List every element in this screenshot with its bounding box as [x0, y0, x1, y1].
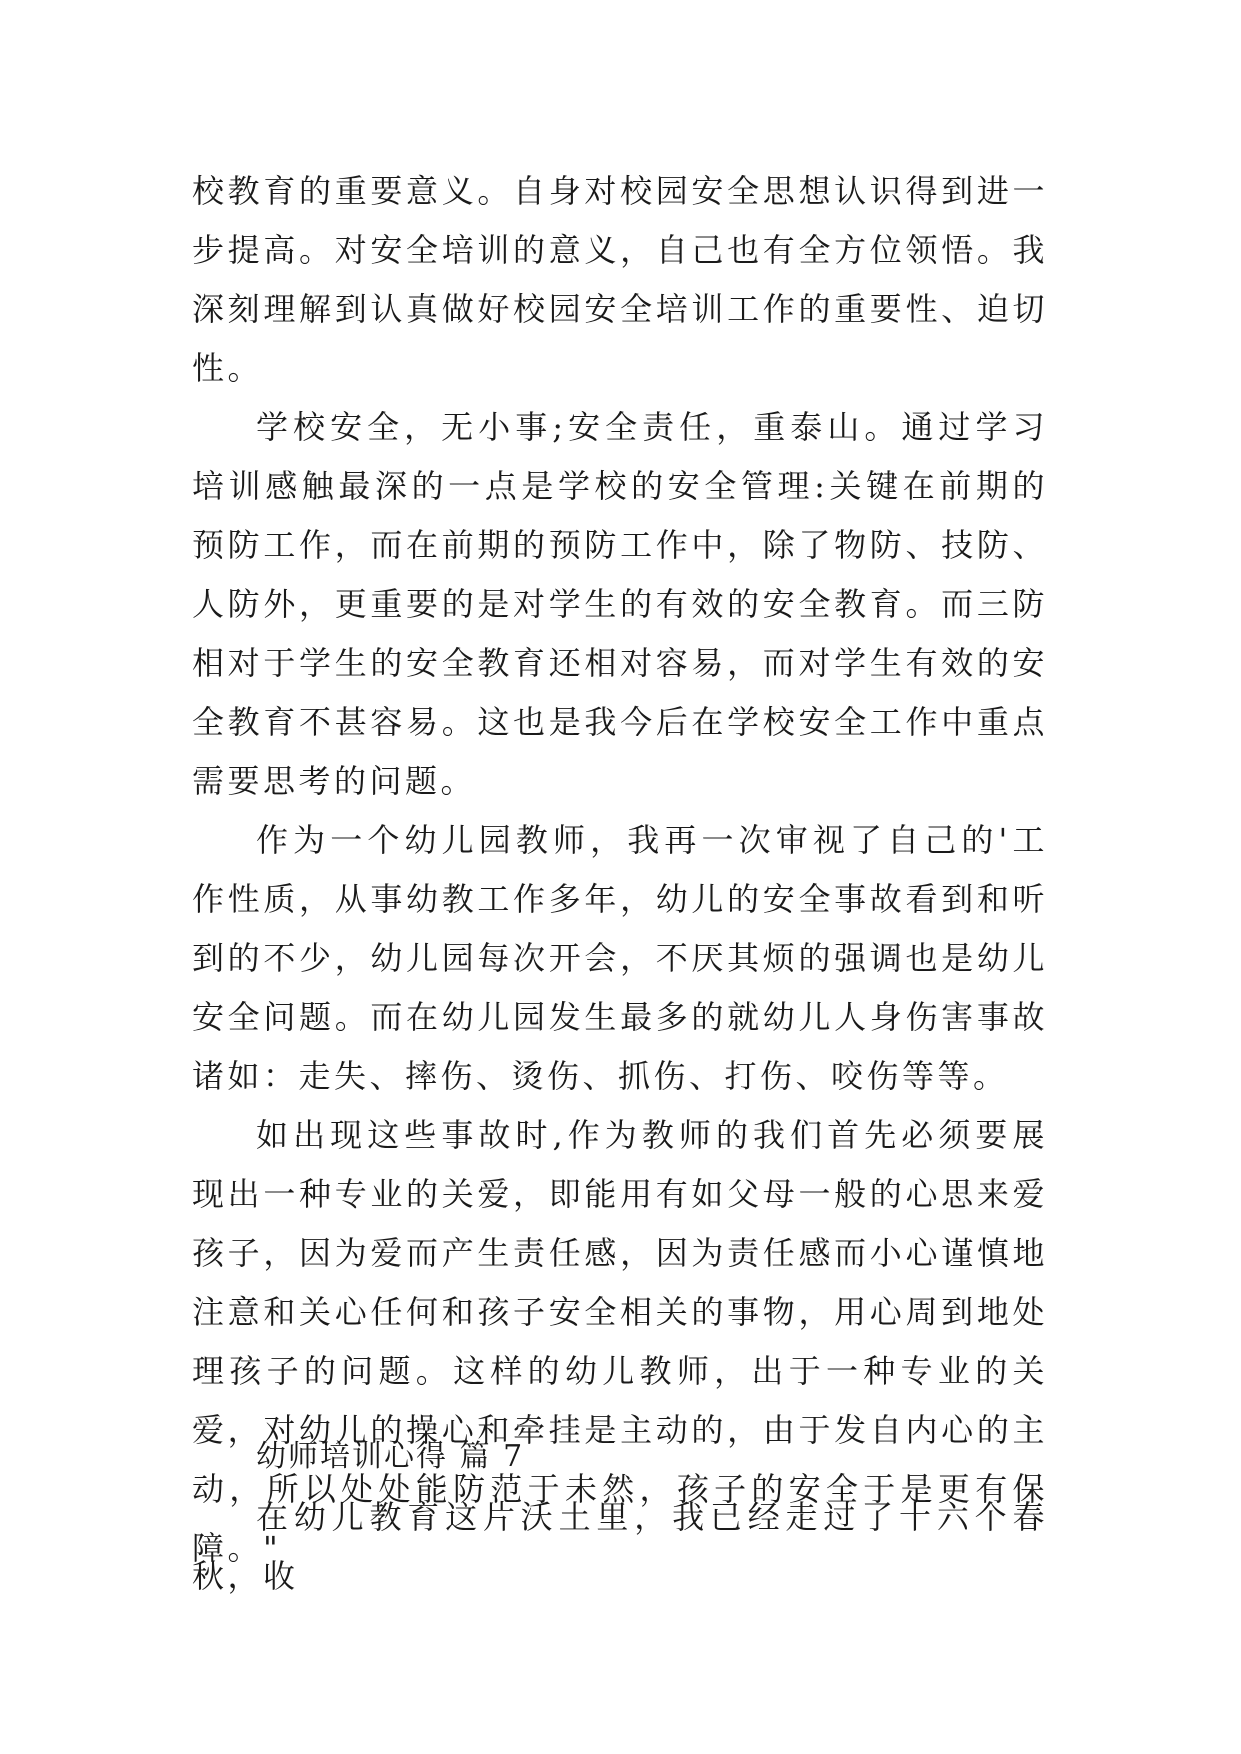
paragraph-4: 如出现这些事故时,作为教师的我们首先必须要展现出一种专业的关爱，即能用有如父母一般的心思来爱孩子，因为爱而产生责任感，因为责任感而小心谨慎地注意和关心任何和孩子安全相关的事物，用心周到地处理孩子的问题。这样的幼儿教师，出于一种专业的关爱，对幼儿的操心和牵挂是主动的，由于发自内心的主动，所以处处能防范于未然，孩子的安全于是更有保障。" — [192, 1116, 1048, 1567]
paragraph-3: 作为一个幼儿园教师，我再一次审视了自己的'工作性质，从事幼教工作多年，幼儿的安全事故看到和听到的不少，幼儿园每次开会，不厌其烦的强调也是幼儿安全问题。而在幼儿园发生最多的就幼儿人身伤害事故诸如：走失、摔伤、烫伤、抓伤、打伤、咬伤等等。 — [192, 821, 1048, 1095]
paragraph-2: 学校安全，无小事;安全责任，重泰山。通过学习培训感触最深的一点是学校的安全管理:关键在前期的预防工作，而在前期的预防工作中，除了物防、技防、人防外，更重要的是对学生的有效的安全教育。而三防相对于学生的安全教育还相对容易，而对学生有效的安全教育不甚容易。这也是我今后在学校安全工作中重点需要思考的问题。 — [192, 408, 1048, 800]
section-body — [192, 1488, 1048, 1606]
paragraph-1: 校教育的重要意义。自身对校园安全思想认识得到进一步提高。对安全培训的意义，自己也有全方位领悟。我深刻理解到认真做好校园安全培训工作的重要性、迫切性。 — [192, 172, 1048, 387]
section-heading: 幼师培训心得 篇 7 — [256, 1439, 525, 1474]
document-body — [192, 162, 1048, 1578]
paragraph-5: 在幼儿教育这片沃土里，我已经走过了十六个春秋，收 — [192, 1498, 1048, 1595]
